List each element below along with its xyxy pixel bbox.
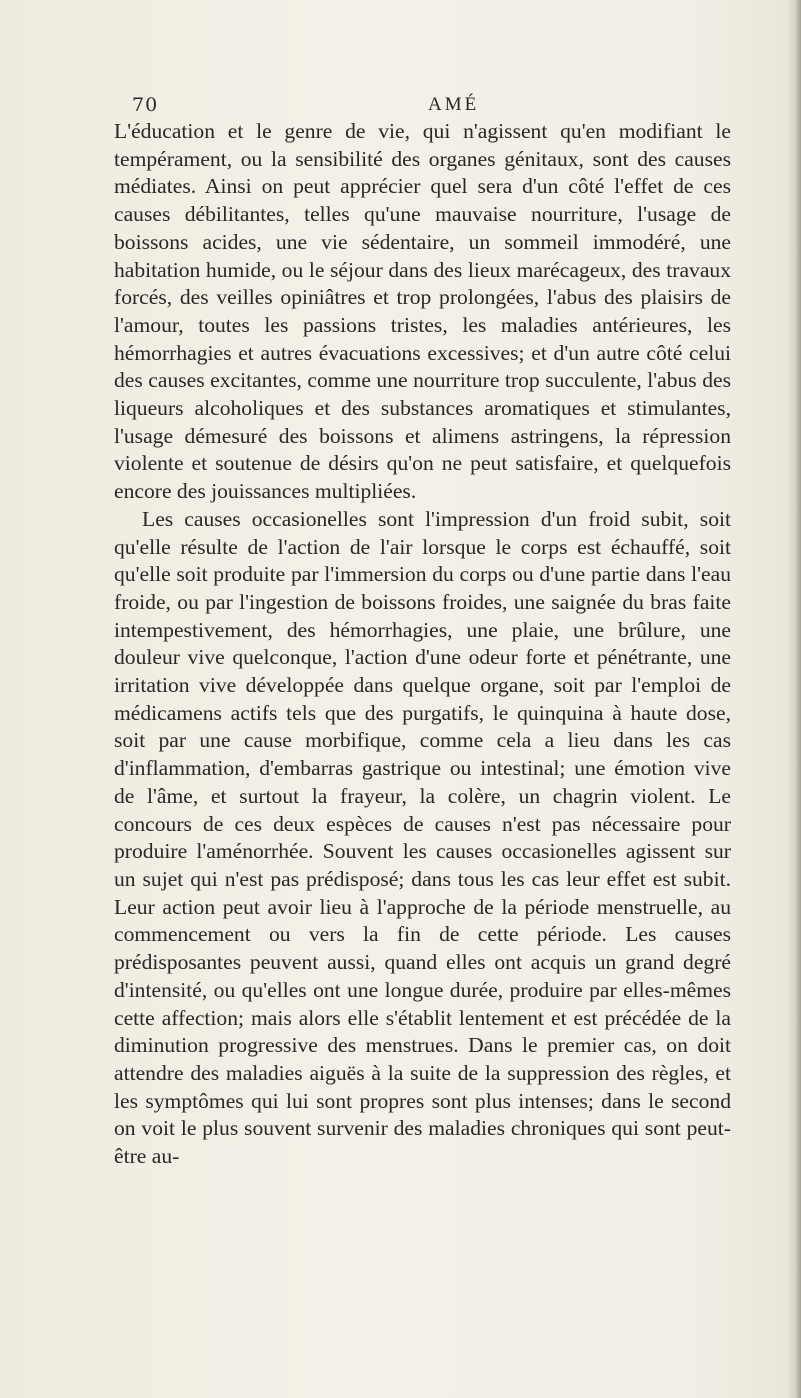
running-title: AMÉ: [428, 94, 480, 115]
paragraph-1: L'éducation et le genre de vie, qui n'agissent qu'en modifiant le tempérament, ou la sensibilité des organes génitaux, sont des causes médiates. Ainsi on peut apprécier quel sera d'un côté l'effet de ces causes débilitantes, telles qu'une mauvaise nourriture, l'usage de boissons acides, une vie sédentaire, un sommeil immodéré, une habitation humide, ou le séjour dans des lieux marécageux, des travaux forcés, des veilles opiniâtres et trop prolongées, l'abus des plaisirs de l'amour, toutes les passions tristes, les maladies antérieures, les hémorrhagies et autres évacuations excessives; et d'un autre côté celui des causes excitantes, comme une nourriture trop succulente, l'abus des liqueurs alcoholiques et des substances aromatiques et stimulantes, l'usage démesuré des boissons et alimens astringens, la répression violente et soutenue de désirs qu'on ne peut satisfaire, et quelquefois encore des jouissances multipliées.: [114, 119, 731, 504]
body-text: [114, 118, 731, 1171]
page-edge-shadow: [787, 0, 801, 1398]
paragraph-2: Les causes occasionelles sont l'impression d'un froid subit, soit qu'elle résulte de l'action de l'air lorsque le corps est échauffé, soit qu'elle soit produite par l'immersion du corps ou d'une partie dans l'eau froide, ou par l'ingestion de boissons froides, une saignée du bras faite intempestivement, des hémorrhagies, une plaie, une brûlure, une douleur vive quelconque, l'action d'une odeur forte et pénétrante, une irritation vive développée dans quelque organe, soit par l'emploi de médicamens actifs tels que des purgatifs, le quinquina à haute dose, soit par une cause morbifique, comme cela a lieu dans les cas d'inflammation, d'embarras gastrique ou intestinal; une émotion vive de l'âme, et surtout la frayeur, la colère, un chagrin violent. Le concours de ces deux espèces de causes n'est pas nécessaire pour produire l'aménorrhée. Souvent les causes occasionelles agissent sur un sujet qui n'est pas prédisposé; dans tous les cas leur effet est subit. Leur action peut avoir lieu à l'approche de la période menstruelle, au commencement ou vers la fin de cette période. Les causes prédisposantes peuvent aussi, quand elles ont acquis un grand degré d'intensité, ou qu'elles ont une longue durée, produire par elles-mêmes cette affection; mais alors elle s'établit lentement et est précédée de la diminution progressive des menstrues. Dans le premier cas, on doit attendre des maladies aiguës à la suite de la suppression des règles, et les symptômes qui lui sont propres sont plus intenses; dans le second on voit le plus souvent survenir des maladies chroniques qui sont peut-être au-: [114, 506, 731, 1169]
page-header: [132, 94, 732, 120]
page-number: 70: [132, 94, 159, 116]
